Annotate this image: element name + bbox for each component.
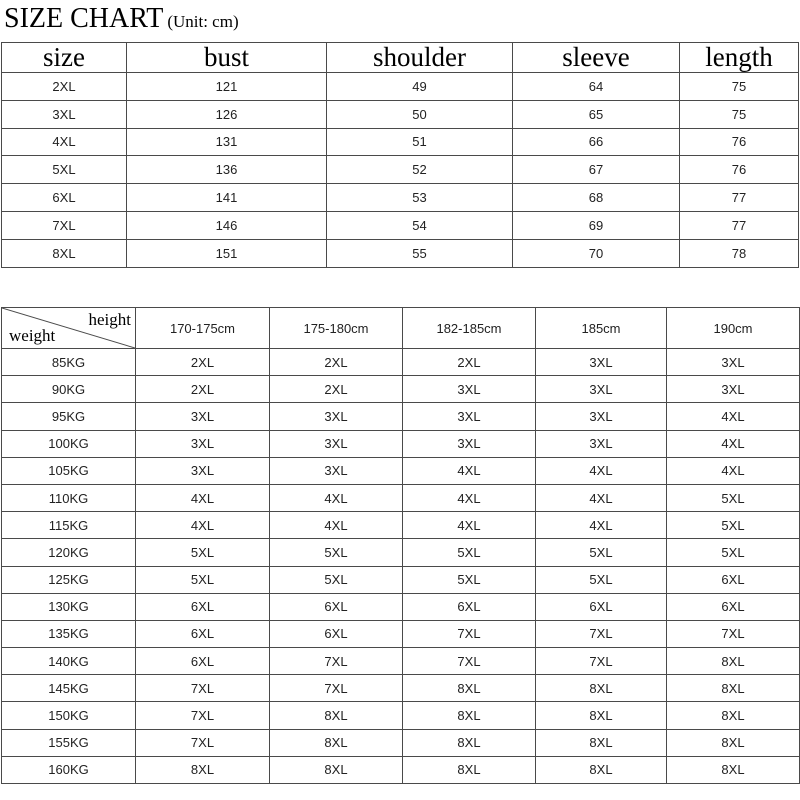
- table-row: [2, 376, 800, 403]
- table-cell: 121: [127, 73, 327, 101]
- size-cell: 7XL: [136, 702, 270, 729]
- height-column-header: 170-175cm: [136, 308, 270, 349]
- size-cell: 3XL: [536, 376, 667, 403]
- size-cell: 6XL: [270, 620, 403, 647]
- weight-cell: 100KG: [2, 430, 136, 457]
- table-cell: 4XL: [2, 128, 127, 156]
- size-cell: 3XL: [136, 403, 270, 430]
- table-cell: 146: [127, 211, 327, 239]
- table-row: [2, 156, 799, 184]
- size-chart-title: [4, 3, 239, 35]
- weight-cell: 115KG: [2, 512, 136, 539]
- table-row: [2, 512, 800, 539]
- weight-cell: 150KG: [2, 702, 136, 729]
- size-cell: 8XL: [270, 729, 403, 756]
- size-cell: 8XL: [536, 756, 667, 783]
- size-cell: 3XL: [667, 376, 800, 403]
- size-cell: 4XL: [270, 512, 403, 539]
- size-cell: 4XL: [136, 484, 270, 511]
- recommendation-header-row: [2, 308, 800, 349]
- column-header-0: size: [2, 43, 127, 73]
- weight-cell: 140KG: [2, 648, 136, 675]
- size-cell: 7XL: [403, 648, 536, 675]
- size-cell: 8XL: [536, 729, 667, 756]
- table-cell: 64: [513, 73, 680, 101]
- table-row: [2, 729, 800, 756]
- size-cell: 4XL: [403, 457, 536, 484]
- table-row: [2, 675, 800, 702]
- measurements-body: [2, 73, 799, 268]
- weight-cell: 125KG: [2, 566, 136, 593]
- table-cell: 51: [327, 128, 513, 156]
- size-cell: 6XL: [136, 648, 270, 675]
- table-cell: 66: [513, 128, 680, 156]
- size-cell: 8XL: [270, 756, 403, 783]
- table-cell: 70: [513, 239, 680, 267]
- table-cell: 131: [127, 128, 327, 156]
- weight-cell: 90KG: [2, 376, 136, 403]
- size-cell: 7XL: [136, 675, 270, 702]
- size-cell: 2XL: [270, 376, 403, 403]
- table-cell: 5XL: [2, 156, 127, 184]
- size-cell: 4XL: [270, 484, 403, 511]
- table-cell: 55: [327, 239, 513, 267]
- size-cell: 3XL: [403, 403, 536, 430]
- table-row: [2, 73, 799, 101]
- table-cell: 126: [127, 100, 327, 128]
- table-row: [2, 457, 800, 484]
- size-cell: 6XL: [136, 620, 270, 647]
- size-cell: 8XL: [270, 702, 403, 729]
- size-cell: 7XL: [270, 675, 403, 702]
- table-cell: 69: [513, 211, 680, 239]
- size-cell: 3XL: [536, 349, 667, 376]
- size-cell: 3XL: [136, 457, 270, 484]
- size-cell: 6XL: [136, 593, 270, 620]
- corner-header-cell: [2, 308, 136, 349]
- table-row: [2, 756, 800, 783]
- weight-cell: 110KG: [2, 484, 136, 511]
- table-row: [2, 349, 800, 376]
- recommendation-body: [2, 349, 800, 784]
- size-cell: 8XL: [667, 729, 800, 756]
- size-cell: 5XL: [536, 539, 667, 566]
- size-cell: 5XL: [667, 484, 800, 511]
- table-cell: 77: [680, 211, 799, 239]
- size-cell: 2XL: [136, 376, 270, 403]
- size-cell: 3XL: [403, 376, 536, 403]
- size-cell: 6XL: [403, 593, 536, 620]
- table-cell: 52: [327, 156, 513, 184]
- table-cell: 2XL: [2, 73, 127, 101]
- weight-cell: 155KG: [2, 729, 136, 756]
- weight-cell: 135KG: [2, 620, 136, 647]
- size-cell: 5XL: [403, 566, 536, 593]
- size-cell: 5XL: [270, 566, 403, 593]
- column-header-4: length: [680, 43, 799, 73]
- table-cell: 8XL: [2, 239, 127, 267]
- size-cell: 7XL: [667, 620, 800, 647]
- size-cell: 8XL: [403, 702, 536, 729]
- weight-cell: 105KG: [2, 457, 136, 484]
- table-cell: 75: [680, 73, 799, 101]
- table-cell: 67: [513, 156, 680, 184]
- size-cell: 7XL: [403, 620, 536, 647]
- size-cell: 5XL: [667, 512, 800, 539]
- size-cell: 3XL: [136, 430, 270, 457]
- title-main: SIZE CHART: [4, 3, 164, 34]
- size-cell: 6XL: [667, 566, 800, 593]
- table-cell: 3XL: [2, 100, 127, 128]
- table-row: [2, 620, 800, 647]
- size-cell: 2XL: [270, 349, 403, 376]
- table-row: [2, 128, 799, 156]
- size-cell: 3XL: [536, 430, 667, 457]
- table-row: [2, 593, 800, 620]
- size-cell: 4XL: [403, 484, 536, 511]
- size-cell: 5XL: [270, 539, 403, 566]
- table-cell: 75: [680, 100, 799, 128]
- table-cell: 65: [513, 100, 680, 128]
- size-cell: 2XL: [136, 349, 270, 376]
- size-cell: 8XL: [403, 729, 536, 756]
- size-cell: 6XL: [270, 593, 403, 620]
- table-cell: 6XL: [2, 184, 127, 212]
- measurements-header-row: [2, 43, 799, 73]
- size-cell: 8XL: [536, 675, 667, 702]
- weight-cell: 160KG: [2, 756, 136, 783]
- measurements-table: [1, 42, 799, 268]
- size-cell: 5XL: [136, 539, 270, 566]
- title-unit: (Unit: cm): [167, 12, 239, 31]
- size-cell: 3XL: [270, 457, 403, 484]
- weight-cell: 145KG: [2, 675, 136, 702]
- table-cell: 68: [513, 184, 680, 212]
- size-cell: 6XL: [536, 593, 667, 620]
- table-cell: 53: [327, 184, 513, 212]
- size-cell: 5XL: [403, 539, 536, 566]
- column-header-1: bust: [127, 43, 327, 73]
- size-cell: 4XL: [136, 512, 270, 539]
- size-cell: 4XL: [667, 430, 800, 457]
- table-cell: 49: [327, 73, 513, 101]
- size-cell: 4XL: [536, 484, 667, 511]
- table-row: [2, 566, 800, 593]
- size-cell: 4XL: [403, 512, 536, 539]
- size-cell: 8XL: [136, 756, 270, 783]
- size-cell: 3XL: [667, 349, 800, 376]
- table-row: [2, 430, 800, 457]
- table-row: [2, 100, 799, 128]
- size-cell: 4XL: [667, 457, 800, 484]
- height-column-header: 175-180cm: [270, 308, 403, 349]
- table-row: [2, 184, 799, 212]
- size-cell: 4XL: [536, 457, 667, 484]
- weight-cell: 85KG: [2, 349, 136, 376]
- weight-cell: 95KG: [2, 403, 136, 430]
- size-cell: 8XL: [667, 702, 800, 729]
- table-cell: 76: [680, 128, 799, 156]
- size-cell: 3XL: [403, 430, 536, 457]
- table-row: [2, 239, 799, 267]
- table-cell: 136: [127, 156, 327, 184]
- column-header-3: sleeve: [513, 43, 680, 73]
- size-cell: 7XL: [536, 620, 667, 647]
- size-cell: 5XL: [136, 566, 270, 593]
- table-row: [2, 702, 800, 729]
- size-cell: 8XL: [667, 675, 800, 702]
- size-cell: 4XL: [667, 403, 800, 430]
- size-cell: 8XL: [667, 756, 800, 783]
- table-cell: 7XL: [2, 211, 127, 239]
- table-row: [2, 403, 800, 430]
- size-cell: 5XL: [536, 566, 667, 593]
- size-cell: 7XL: [136, 729, 270, 756]
- table-cell: 141: [127, 184, 327, 212]
- size-cell: 8XL: [403, 675, 536, 702]
- table-row: [2, 484, 800, 511]
- weight-cell: 120KG: [2, 539, 136, 566]
- column-header-2: shoulder: [327, 43, 513, 73]
- table-row: [2, 211, 799, 239]
- table-row: [2, 539, 800, 566]
- weight-cell: 130KG: [2, 593, 136, 620]
- height-column-header: 185cm: [536, 308, 667, 349]
- height-axis-label: height: [88, 310, 131, 329]
- table-row: [2, 648, 800, 675]
- size-cell: 3XL: [270, 430, 403, 457]
- size-cell: 3XL: [270, 403, 403, 430]
- table-cell: 151: [127, 239, 327, 267]
- size-cell: 3XL: [536, 403, 667, 430]
- size-cell: 5XL: [667, 539, 800, 566]
- size-cell: 7XL: [536, 648, 667, 675]
- recommendation-table: [1, 307, 800, 784]
- size-cell: 4XL: [536, 512, 667, 539]
- size-cell: 8XL: [403, 756, 536, 783]
- table-cell: 54: [327, 211, 513, 239]
- size-cell: 8XL: [536, 702, 667, 729]
- height-column-header: 182-185cm: [403, 308, 536, 349]
- table-cell: 77: [680, 184, 799, 212]
- size-cell: 7XL: [270, 648, 403, 675]
- size-cell: 2XL: [403, 349, 536, 376]
- size-cell: 8XL: [667, 648, 800, 675]
- height-column-header: 190cm: [667, 308, 800, 349]
- table-cell: 50: [327, 100, 513, 128]
- table-cell: 76: [680, 156, 799, 184]
- table-cell: 78: [680, 239, 799, 267]
- weight-axis-label: weight: [9, 326, 56, 345]
- size-cell: 6XL: [667, 593, 800, 620]
